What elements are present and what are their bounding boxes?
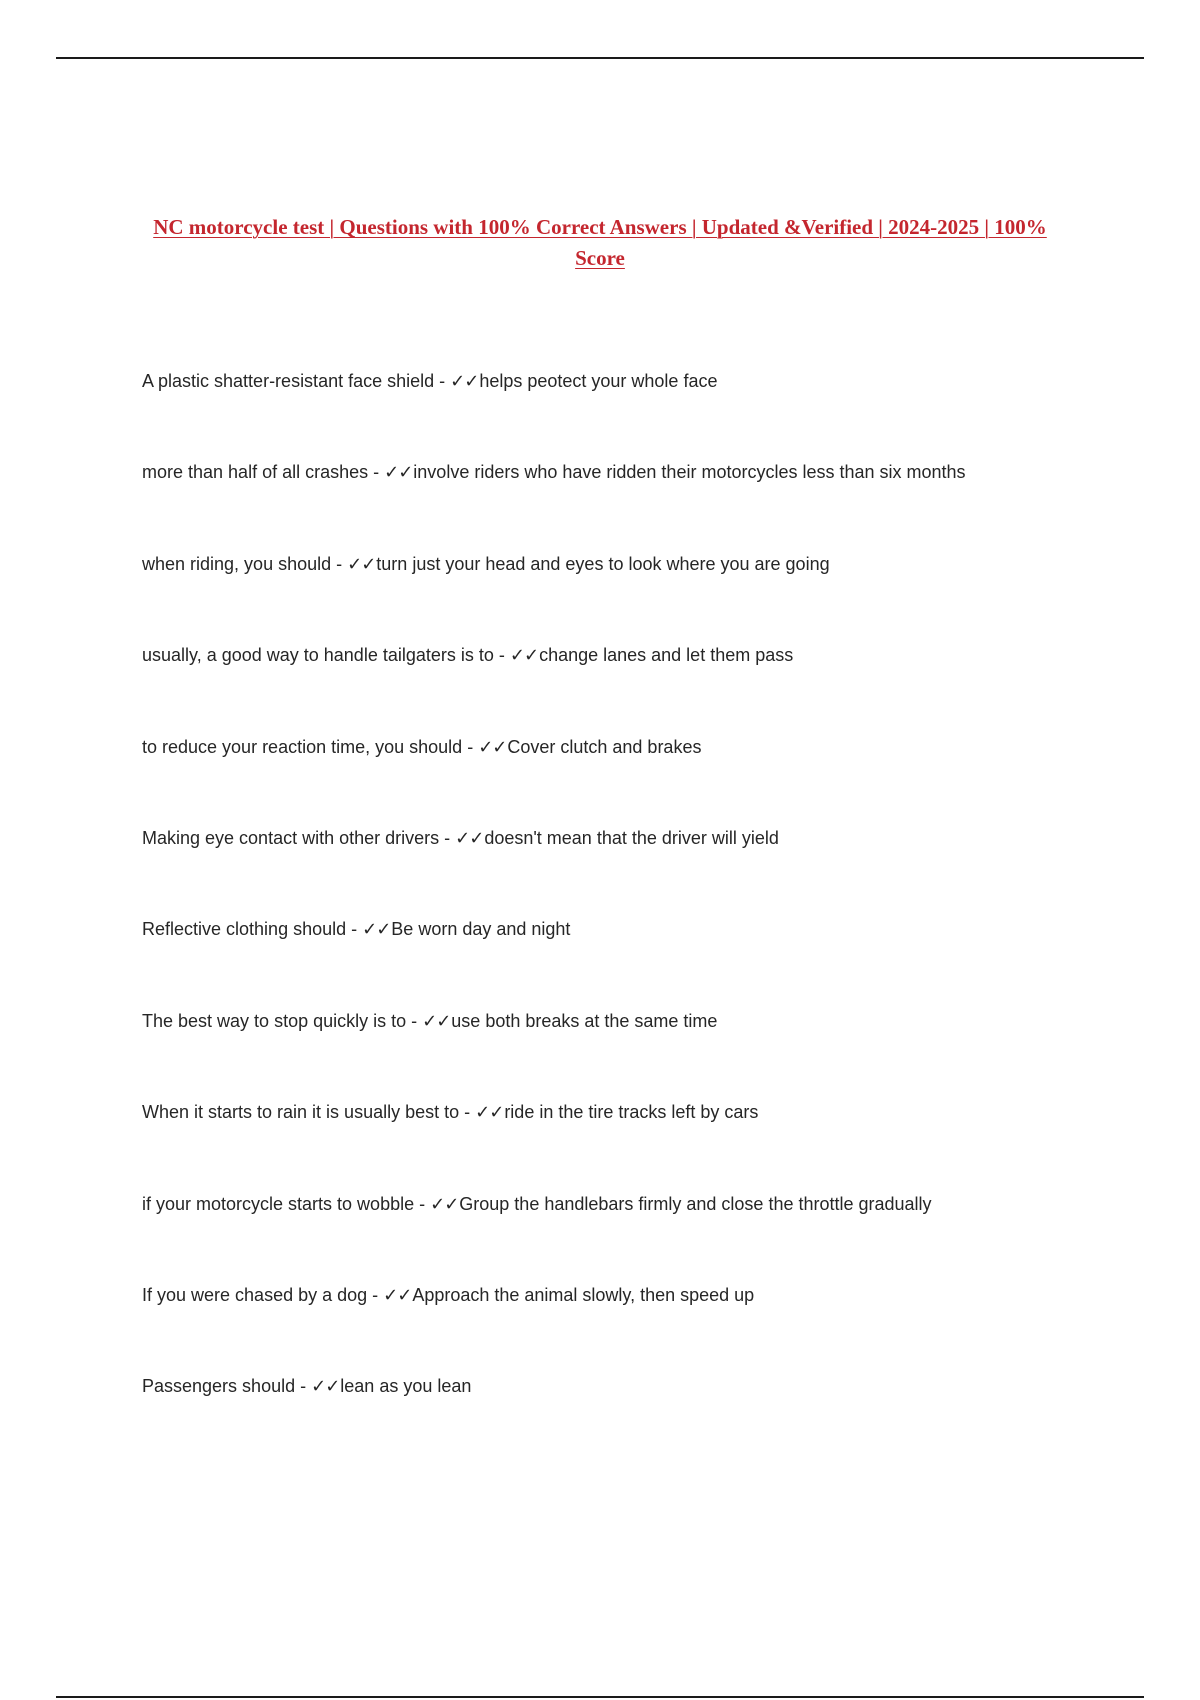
double-check-icon: ✓✓ bbox=[478, 736, 507, 757]
answer-text: Approach the animal slowly, then speed up bbox=[412, 1284, 755, 1305]
qa-item bbox=[142, 1373, 1142, 1464]
separator: - bbox=[346, 919, 363, 940]
qa-item bbox=[142, 551, 1142, 642]
separator: - bbox=[439, 827, 456, 848]
question-text: Making eye contact with other drivers bbox=[142, 827, 440, 848]
top-rule bbox=[56, 57, 1144, 59]
question-text: A plastic shatter-resistant face shield bbox=[142, 371, 435, 391]
answer-text: involve riders who have ridden their motorcycles less than six months bbox=[413, 462, 966, 483]
question-text: to reduce your reaction time, you should bbox=[142, 736, 463, 757]
qa-item bbox=[142, 1191, 1142, 1282]
qa-item bbox=[142, 459, 1142, 550]
double-check-icon: ✓✓ bbox=[430, 1193, 459, 1214]
separator: - bbox=[295, 1376, 312, 1397]
separator: - bbox=[462, 736, 479, 757]
question-text: Reflective clothing should bbox=[142, 919, 347, 940]
question-text: If you were chased by a dog bbox=[142, 1284, 368, 1305]
separator: - bbox=[368, 462, 385, 483]
qa-item bbox=[142, 1099, 1142, 1190]
question-text: When it starts to rain it is usually best to bbox=[142, 1102, 460, 1123]
double-check-icon: ✓✓ bbox=[311, 1376, 340, 1397]
double-check-icon: ✓✓ bbox=[347, 553, 376, 574]
answer-text: lean as you lean bbox=[340, 1376, 472, 1397]
answer-text: use both breaks at the same time bbox=[451, 1010, 718, 1031]
answer-text: Group the handlebars firmly and close the throttle gradually bbox=[459, 1193, 932, 1214]
qa-item bbox=[142, 734, 1142, 825]
separator: - bbox=[331, 553, 348, 574]
question-text: The best way to stop quickly is to bbox=[142, 1010, 407, 1031]
answer-text: turn just your head and eyes to look where you are going bbox=[376, 553, 830, 574]
qa-item bbox=[142, 916, 1142, 1007]
separator: - bbox=[459, 1102, 476, 1123]
double-check-icon: ✓✓ bbox=[450, 371, 479, 391]
answer-text: Cover clutch and brakes bbox=[507, 736, 702, 757]
answer-text: change lanes and let them pass bbox=[539, 645, 794, 666]
double-check-icon: ✓✓ bbox=[509, 645, 539, 666]
qa-item bbox=[142, 642, 1142, 733]
document-title: NC motorcycle test | Questions with 100% Correct Answers | Updated &Verified | 2024-2025 | 100% Score bbox=[153, 215, 1047, 270]
double-check-icon: ✓✓ bbox=[362, 919, 391, 940]
answer-text: helps peotect your whole face bbox=[479, 371, 718, 391]
bottom-rule bbox=[56, 1696, 1144, 1698]
double-check-icon: ✓✓ bbox=[455, 827, 484, 848]
answer-text: ride in the tire tracks left by cars bbox=[504, 1102, 759, 1123]
question-text: if your motorcycle starts to wobble bbox=[142, 1193, 415, 1214]
double-check-icon: ✓✓ bbox=[422, 1010, 451, 1031]
question-text: usually, a good way to handle tailgaters is to bbox=[142, 645, 494, 666]
double-check-icon: ✓✓ bbox=[384, 462, 413, 483]
separator: - bbox=[367, 1284, 384, 1305]
qa-item bbox=[142, 825, 1142, 916]
answer-text: doesn't mean that the driver will yield bbox=[484, 827, 779, 848]
question-text: Passengers should bbox=[142, 1376, 296, 1397]
separator: - bbox=[434, 371, 451, 391]
answer-text: Be worn day and night bbox=[391, 919, 571, 940]
double-check-icon: ✓✓ bbox=[383, 1284, 412, 1305]
qa-item bbox=[142, 368, 1142, 459]
double-check-icon: ✓✓ bbox=[475, 1102, 504, 1123]
question-text: more than half of all crashes bbox=[142, 462, 369, 483]
qa-item bbox=[142, 1282, 1142, 1373]
separator: - bbox=[406, 1010, 423, 1031]
separator: - bbox=[414, 1193, 431, 1214]
question-text: when riding, you should bbox=[142, 553, 332, 574]
qa-item bbox=[142, 1008, 1142, 1099]
separator: - bbox=[493, 645, 510, 666]
qa-list bbox=[142, 368, 1142, 1465]
